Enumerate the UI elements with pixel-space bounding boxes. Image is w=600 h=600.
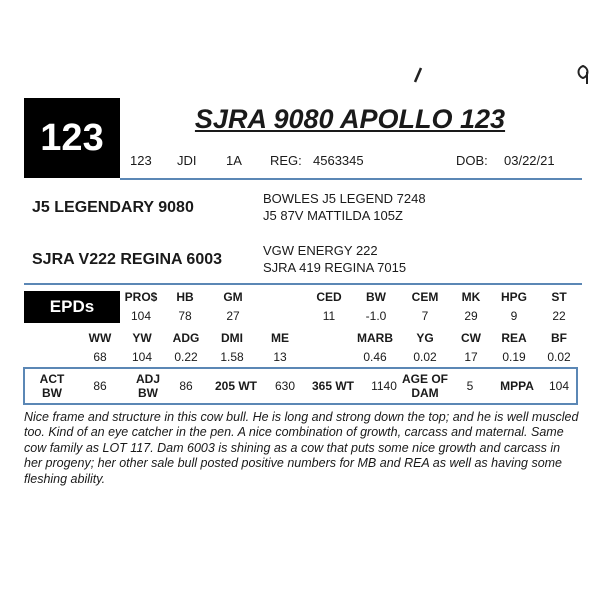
epd-value-dmi: 1.58 — [220, 350, 244, 364]
epd-value-cem: 7 — [421, 309, 429, 323]
lot-number-box — [24, 98, 120, 178]
sire-name: J5 LEGENDARY 9080 — [32, 199, 194, 216]
epd-value-yw: 104 — [131, 350, 153, 364]
epd-value-pro: 104 — [130, 309, 152, 323]
epd-value-adg: 0.22 — [174, 350, 198, 364]
mppa-value: 104 — [548, 379, 570, 393]
epd-value-me: 13 — [273, 350, 287, 364]
epd-header-adg: ADG — [172, 331, 200, 345]
act-bw-value: 86 — [93, 379, 107, 393]
epd-value-st: 22 — [552, 309, 566, 323]
epd-header-cem: CEM — [411, 290, 439, 304]
epd-label-box — [24, 291, 120, 323]
age-of-dam-value: 5 — [466, 379, 474, 393]
epd-value-gm: 27 — [226, 309, 240, 323]
sire-dam: J5 87V MATTILDA 105Z — [263, 208, 403, 223]
epd-header-marb: MARB — [357, 331, 393, 345]
epd-header-pro: PRO$ — [124, 290, 158, 304]
epd-value-hb: 78 — [178, 309, 192, 323]
epd-value-rea: 0.19 — [502, 350, 526, 364]
epd-value-ww: 68 — [93, 350, 107, 364]
breed-code: JDI — [177, 153, 197, 168]
epd-value-mk: 29 — [464, 309, 478, 323]
epd-header-dmi: DMI — [221, 331, 243, 345]
epd-header-yg: YG — [416, 331, 434, 345]
epd-label: EPDs — [49, 297, 95, 316]
epd-value-bf: 0.02 — [547, 350, 571, 364]
wt-205-label: 205 WT — [214, 379, 257, 393]
epd-header-hb: HB — [176, 290, 194, 304]
epd-value-marb: 0.46 — [363, 350, 387, 364]
wt-205-value: 630 — [274, 379, 296, 393]
dam-pedigree — [263, 242, 406, 276]
dob-label: DOB: — [456, 153, 488, 168]
epd-header-ced: CED — [316, 290, 342, 304]
epd-value-yg: 0.02 — [413, 350, 437, 364]
lot-description: Nice frame and structure in this cow bull. He is long and strong down the top; and he is well muscled too. Kind of an eye catcher in the pen. A nice combination of growth, carcass and maternal. Same cow family as LOT 117. Dam 6003 is shining as a cow that puts some nice growth and carcass in her progeny; her other sale bull posted positive numbers for MB and REA as well as having some fleshing ability. — [24, 410, 579, 486]
sire-sire: BOWLES J5 LEGEND 7248 — [263, 191, 426, 206]
pedigree-divider — [24, 283, 582, 285]
act-bw-label: ACT BW — [39, 372, 65, 400]
epd-header-ww: WW — [88, 331, 112, 345]
epd-value-ced: 11 — [322, 309, 336, 323]
epd-header-me: ME — [271, 331, 289, 345]
wt-365-value: 1140 — [371, 379, 397, 393]
dam-sire: VGW ENERGY 222 — [263, 243, 378, 258]
reg-number: 4563345 — [313, 153, 364, 168]
epd-header-mk: MK — [461, 290, 481, 304]
code: 1A — [226, 153, 242, 168]
adj-bw-value: 86 — [179, 379, 193, 393]
epd-value-hpg: 9 — [510, 309, 518, 323]
header-divider — [120, 178, 582, 180]
epd-header-rea: REA — [501, 331, 527, 345]
tag-number: 123 — [130, 153, 152, 168]
reg-label: REG: — [270, 153, 302, 168]
epd-header-cw: CW — [461, 331, 481, 345]
epd-value-cw: 17 — [464, 350, 478, 364]
epd-header-bw: BW — [366, 290, 386, 304]
dob-value: 03/22/21 — [504, 153, 555, 168]
epd-header-bf: BF — [551, 331, 567, 345]
stray-marks — [405, 60, 595, 90]
dam-dam: SJRA 419 REGINA 7015 — [263, 260, 407, 275]
epd-value-bw: -1.0 — [365, 309, 387, 323]
mppa-label: MPPA — [500, 379, 534, 393]
adj-bw-label: ADJ BW — [135, 372, 160, 400]
animal-title: SJRA 9080 APOLLO 123 — [194, 104, 506, 134]
dam-name: SJRA V222 REGINA 6003 — [32, 251, 223, 268]
epd-header-st: ST — [551, 290, 567, 304]
epd-header-yw: YW — [132, 331, 152, 345]
age-of-dam-label: AGE OF DAM — [401, 372, 448, 400]
epd-header-gm: GM — [223, 290, 243, 304]
epd-header-hpg: HPG — [500, 290, 527, 304]
wt-365-label: 365 WT — [311, 379, 354, 393]
sire-pedigree — [263, 190, 426, 224]
lot-number: 123 — [40, 116, 104, 159]
